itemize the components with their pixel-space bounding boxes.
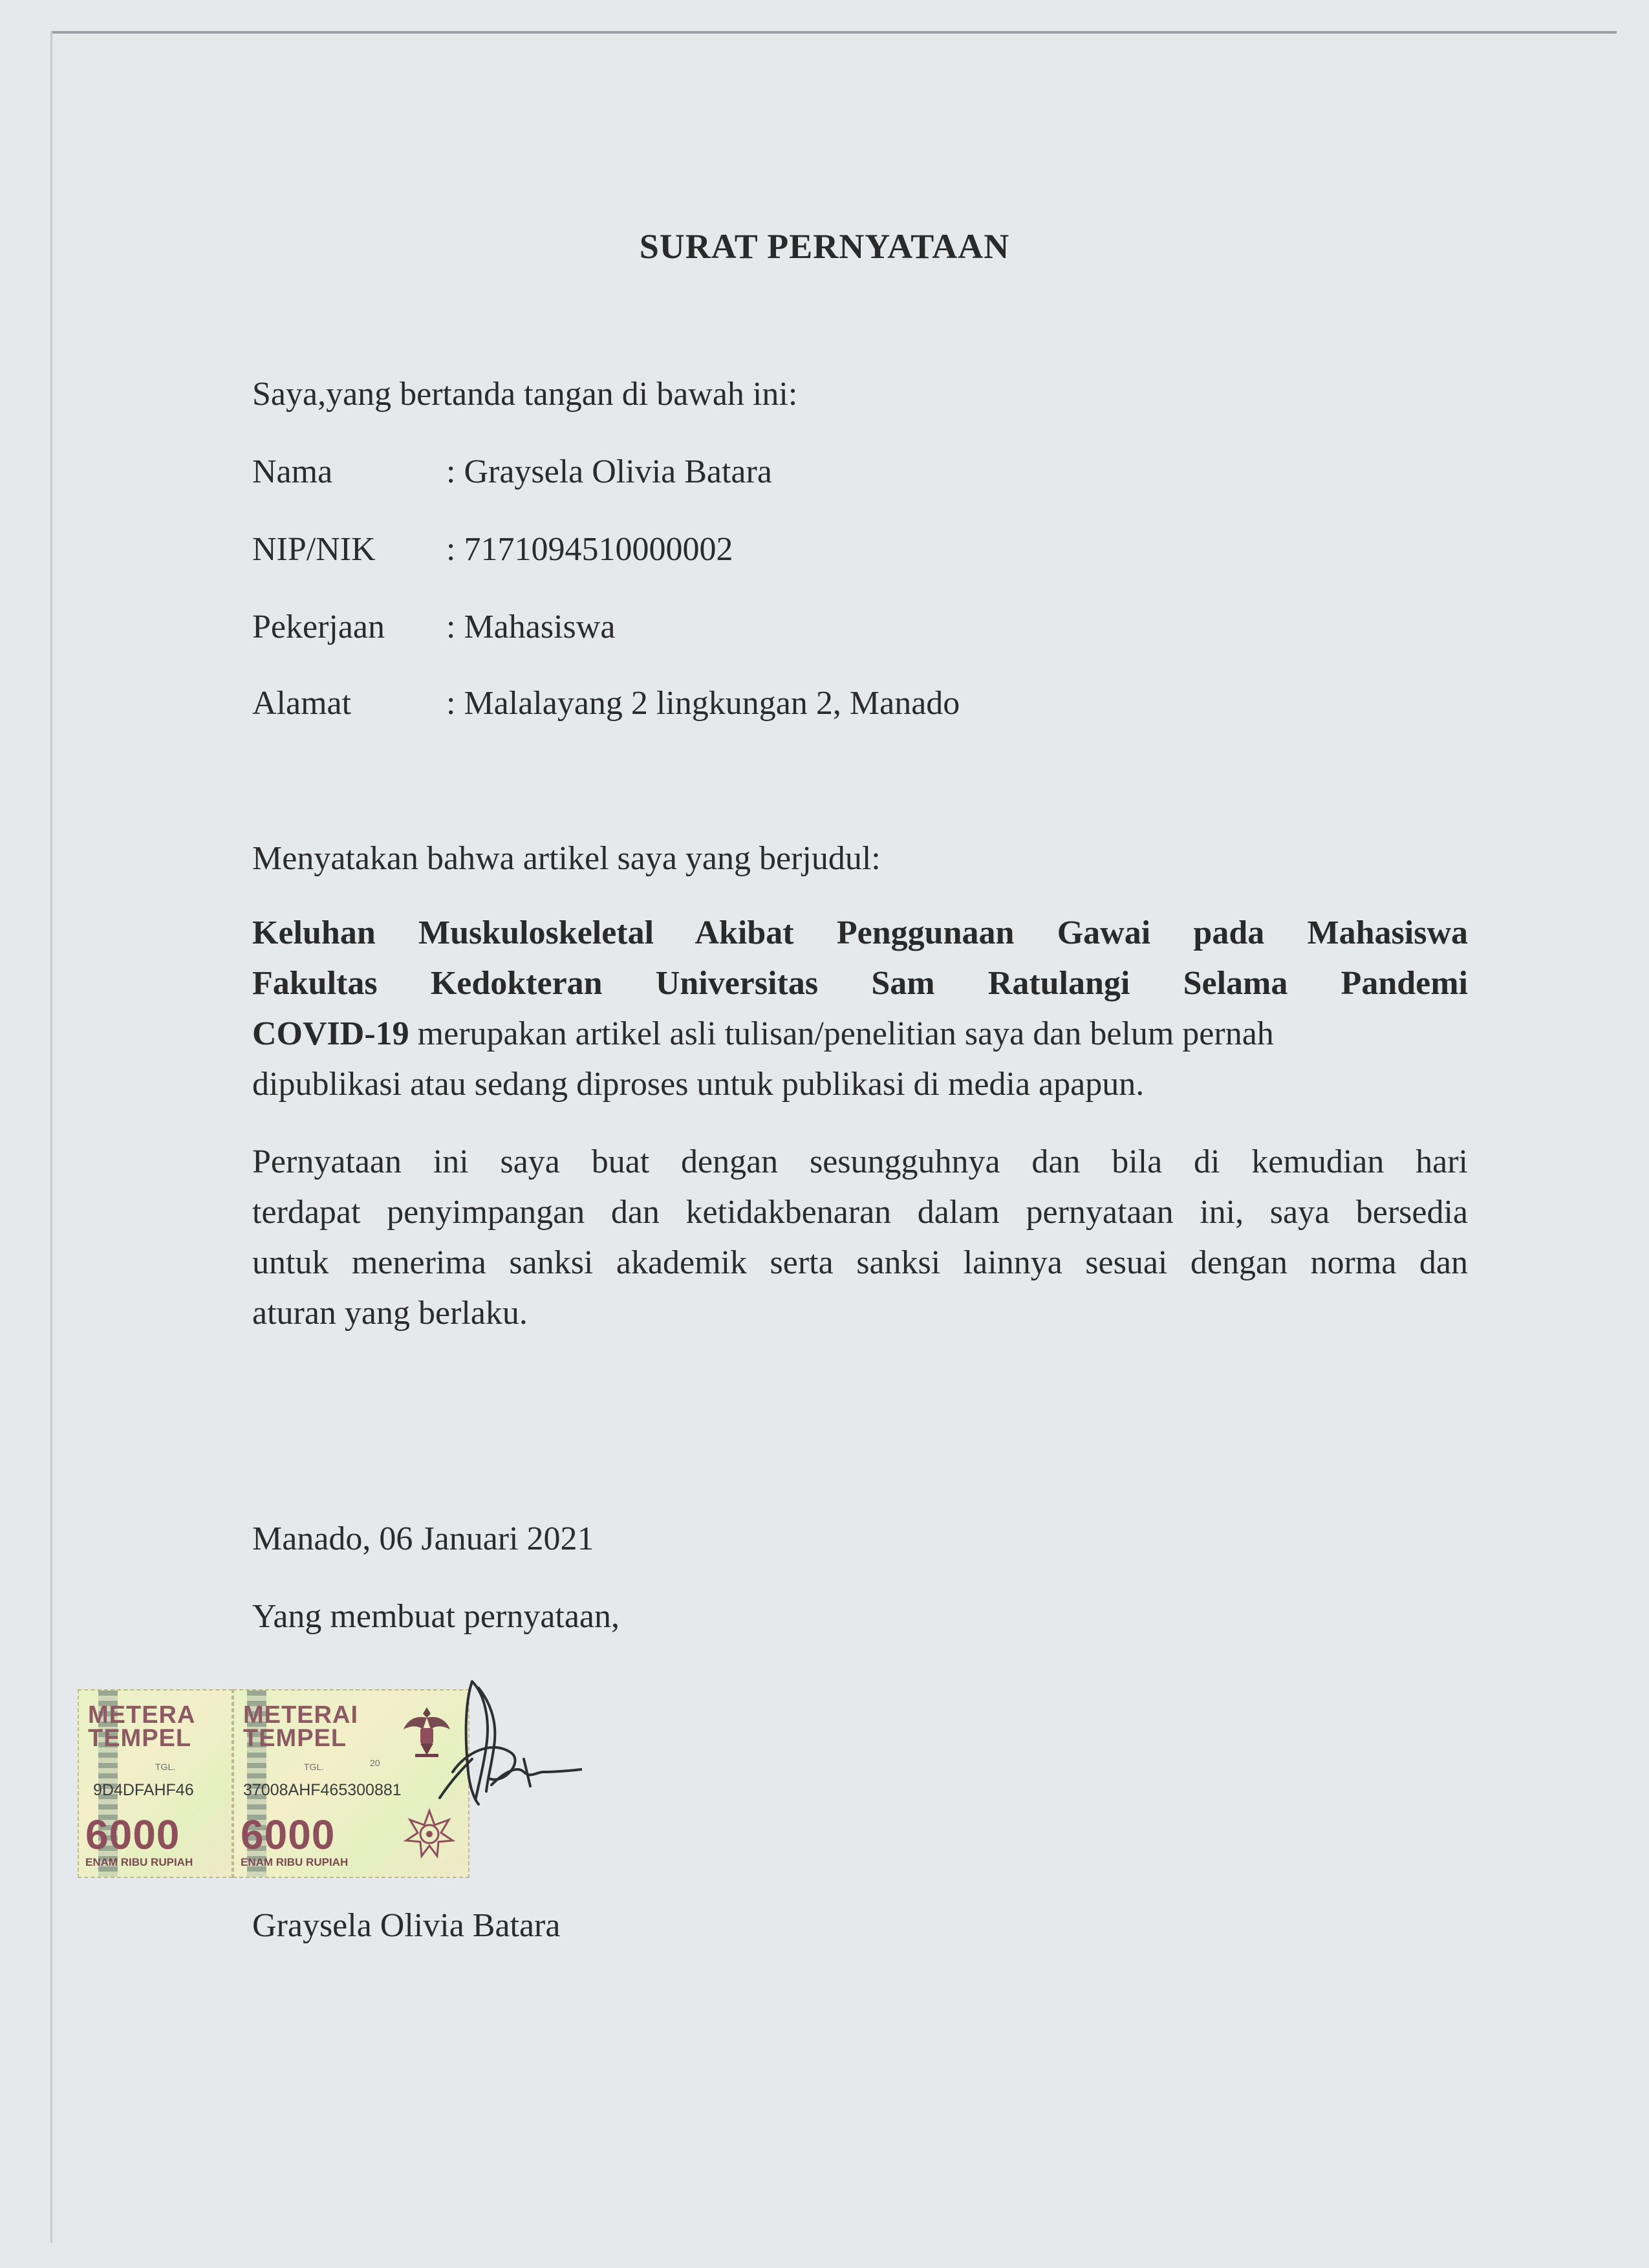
identity-value-nik: : 7171094510000002 [446, 531, 733, 568]
intro-text: Saya,yang bertanda tangan di bawah ini: [252, 376, 798, 413]
declaration-line-4: aturan yang berlaku. [252, 1295, 528, 1332]
article-title-part-1: Keluhan Muskuloskeletal Akibat Penggunaan Gawai pada Mahasiswa [252, 914, 1468, 951]
identity-value-name: : Graysela Olivia Batara [446, 453, 772, 490]
declaration-line-3: untuk menerima sanksi akademik serta sanksi lainnya sesuai dengan norma dan [252, 1244, 1468, 1281]
article-paragraph [252, 908, 1468, 1110]
article-description-part-1: merupakan artikel asli tulisan/penelitian saya dan belum pernah [409, 1015, 1274, 1052]
identity-label-nik: NIP/NIK [252, 531, 376, 568]
place-date: Manado, 06 Januari 2021 [252, 1520, 594, 1557]
stamp-value: 6000 [85, 1811, 180, 1858]
identity-value-address: : Malalayang 2 lingkungan 2, Manado [446, 685, 960, 722]
closing-text: Yang membuat pernyataan, [252, 1598, 620, 1635]
identity-value-occupation: : Mahasiswa [446, 609, 616, 645]
stamp-serial: 9D4DFAHF46 [93, 1781, 194, 1799]
stamp-heading [88, 1703, 195, 1750]
stamp-serial: 37008AHF465300881 [243, 1781, 402, 1799]
article-title-part-2: Fakultas Kedokteran Universitas Sam Ratulangi Selama Pandemi [252, 965, 1468, 1002]
handwritten-signature [427, 1675, 582, 1824]
stamp-heading-line-1: METERA [88, 1701, 196, 1729]
stamp-heading-line-1: METERAI [243, 1701, 358, 1729]
stamp-value-words: ENAM RIBU RUPIAH [241, 1856, 349, 1868]
identity-label-address: Alamat [252, 685, 352, 722]
stamp-heading-line-2: TEMPEL [243, 1725, 347, 1752]
signer-name: Graysela Olivia Batara [252, 1907, 561, 1944]
article-line-3 [252, 1009, 1468, 1059]
article-title-part-3: COVID-19 [252, 1015, 409, 1052]
stamp-value-words: ENAM RIBU RUPIAH [85, 1856, 193, 1868]
statement-intro: Menyatakan bahwa artikel saya yang berjudul: [252, 840, 881, 877]
stamp-heading-line-2: TEMPEL [88, 1725, 192, 1752]
stamp-heading [243, 1703, 358, 1750]
declaration-paragraph [252, 1137, 1468, 1339]
identity-label-name: Nama [252, 453, 333, 490]
identity-label-occupation: Pekerjaan [252, 609, 385, 645]
stamp-date-label: TGL. [155, 1762, 176, 1772]
stamp-year-label: 20 [370, 1758, 380, 1768]
stamp-date-label: TGL. [304, 1762, 325, 1772]
article-title-line-2 [252, 958, 1468, 1009]
declaration-line-2: terdapat penyimpangan dan ketidakbenaran dalam pernyataan ini, saya bersedia [252, 1194, 1468, 1231]
stamp-value: 6000 [241, 1811, 336, 1858]
document-title: SURAT PERNYATAAN [639, 227, 1010, 266]
article-title-line-1 [252, 908, 1468, 958]
duty-stamp-1 [78, 1689, 233, 1878]
declaration-line-1: Pernyataan ini saya buat dengan sesungguhnya dan bila di kemudian hari [252, 1143, 1468, 1180]
article-description-part-2: dipublikasi atau sedang diproses untuk publikasi di media apapun. [252, 1066, 1145, 1103]
